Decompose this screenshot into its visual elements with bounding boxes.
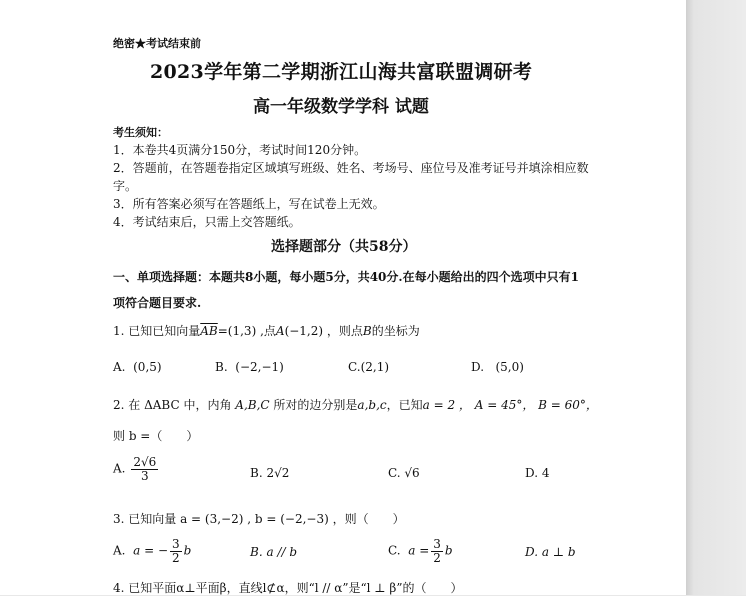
option-expr: b [183, 543, 192, 558]
q2-text: 2. 在 ΔABC 中，内角 [113, 398, 232, 412]
q1-option-b [215, 360, 284, 374]
q1-option-a [113, 360, 162, 374]
q3-option-c-fraction [431, 538, 443, 564]
option-label: A. [113, 461, 126, 476]
question-2-line2: 则 b =（ ） [113, 429, 199, 443]
question-2-stem [113, 396, 598, 413]
option-label: C. [348, 360, 361, 374]
option-label: A. [113, 543, 126, 558]
q1-option-c [348, 360, 389, 374]
option-expr: a = − [133, 543, 169, 558]
option-value: (0,5) [133, 360, 162, 374]
question-1-stem [113, 322, 420, 339]
fraction-numerator: 3 [433, 537, 441, 551]
q2-option-b: B. 2√2 [250, 466, 290, 480]
option-label: D. [471, 360, 485, 374]
section-title: 选择题部分（共58分） [271, 239, 417, 255]
q2-text: ，已知 [386, 398, 423, 412]
q2-option-a [113, 456, 160, 482]
fraction-numerator: 2√6 [133, 455, 157, 469]
q1-option-d [471, 360, 524, 374]
q3-option-a-fraction [170, 538, 182, 564]
fraction-denominator: 3 [140, 468, 149, 483]
option-expr: a = [408, 543, 430, 558]
q2-condition: a = 2 ， A = 45°， B = 60°， [422, 398, 598, 412]
notice-heading: 考生须知： [113, 126, 168, 139]
option-label: C. [388, 543, 401, 558]
secret-label: 绝密★考试结束前 [113, 37, 201, 50]
notice-item: 4．考试结束后，只需上交答题纸。 [113, 215, 301, 229]
exam-subtitle: 高一年级数学学科 试题 [253, 97, 429, 117]
fraction-denominator: 2 [172, 550, 180, 565]
notice-item: 3．所有答案必须写在答题纸上，写在试卷上无效。 [113, 197, 385, 211]
fraction-denominator: 2 [433, 550, 441, 565]
q1-vector: $\overline{AB}$ [200, 324, 218, 338]
option-label: A. [113, 360, 126, 374]
option-label: B. [215, 360, 228, 374]
option-value: (2,1) [360, 360, 390, 374]
question-3-stem: 3. 已知向量 a = (3,−2) , b = (−2,−3) ，则（ ） [113, 512, 405, 526]
q1-text: 的坐标为 [371, 324, 420, 338]
notice-item: 字。 [113, 179, 138, 193]
q2-option-a-fraction [131, 456, 158, 482]
section-intro: 项符合题目要求. [113, 296, 202, 310]
q3-option-d: D. a ⊥ b [525, 545, 576, 559]
q3-option-c [388, 538, 453, 564]
q2-text: 所对的边分别是 [273, 398, 358, 412]
option-value: (−2,−1) [235, 360, 284, 374]
q1-text: (−1,2) ，则点 [284, 324, 363, 338]
exam-title: 2023学年第二学期浙江山海共富联盟调研考 [150, 61, 533, 83]
q1-point-a: A [275, 324, 285, 338]
notice-item: 1．本卷共4页满分150分，考试时间120分钟。 [113, 143, 367, 157]
q3-option-b: B. a // b [250, 545, 297, 559]
q2-angles: A,B,C [235, 398, 270, 412]
q2-option-d: D. 4 [525, 466, 550, 480]
section-intro: 一、单项选择题：本题共8小题，每小题5分，共40分.在每小题给出的四个选项中只有1 [113, 270, 579, 284]
q2-option-c: C. √6 [388, 466, 420, 480]
q1-point-b: B [362, 324, 372, 338]
viewer-background [686, 0, 746, 595]
question-4-stem: 4. 已知平面α⊥平面β，直线l⊄α，则“l // α”是“l ⊥ β”的（ ） [113, 581, 463, 595]
q3-option-a [113, 538, 191, 564]
q2-sides: a,b,c [357, 398, 387, 412]
notice-item: 2．答题前，在答题卷指定区域填写班级、姓名、考场号、座位号及准考证号并填涂相应数 [113, 161, 589, 175]
q1-text: 1. 已知已知向量 [113, 324, 201, 338]
fraction-numerator: 3 [172, 537, 180, 551]
option-value: (5,0) [495, 360, 524, 374]
option-expr: b [444, 543, 453, 558]
q1-text: =(1,3) ,点 [217, 324, 276, 338]
